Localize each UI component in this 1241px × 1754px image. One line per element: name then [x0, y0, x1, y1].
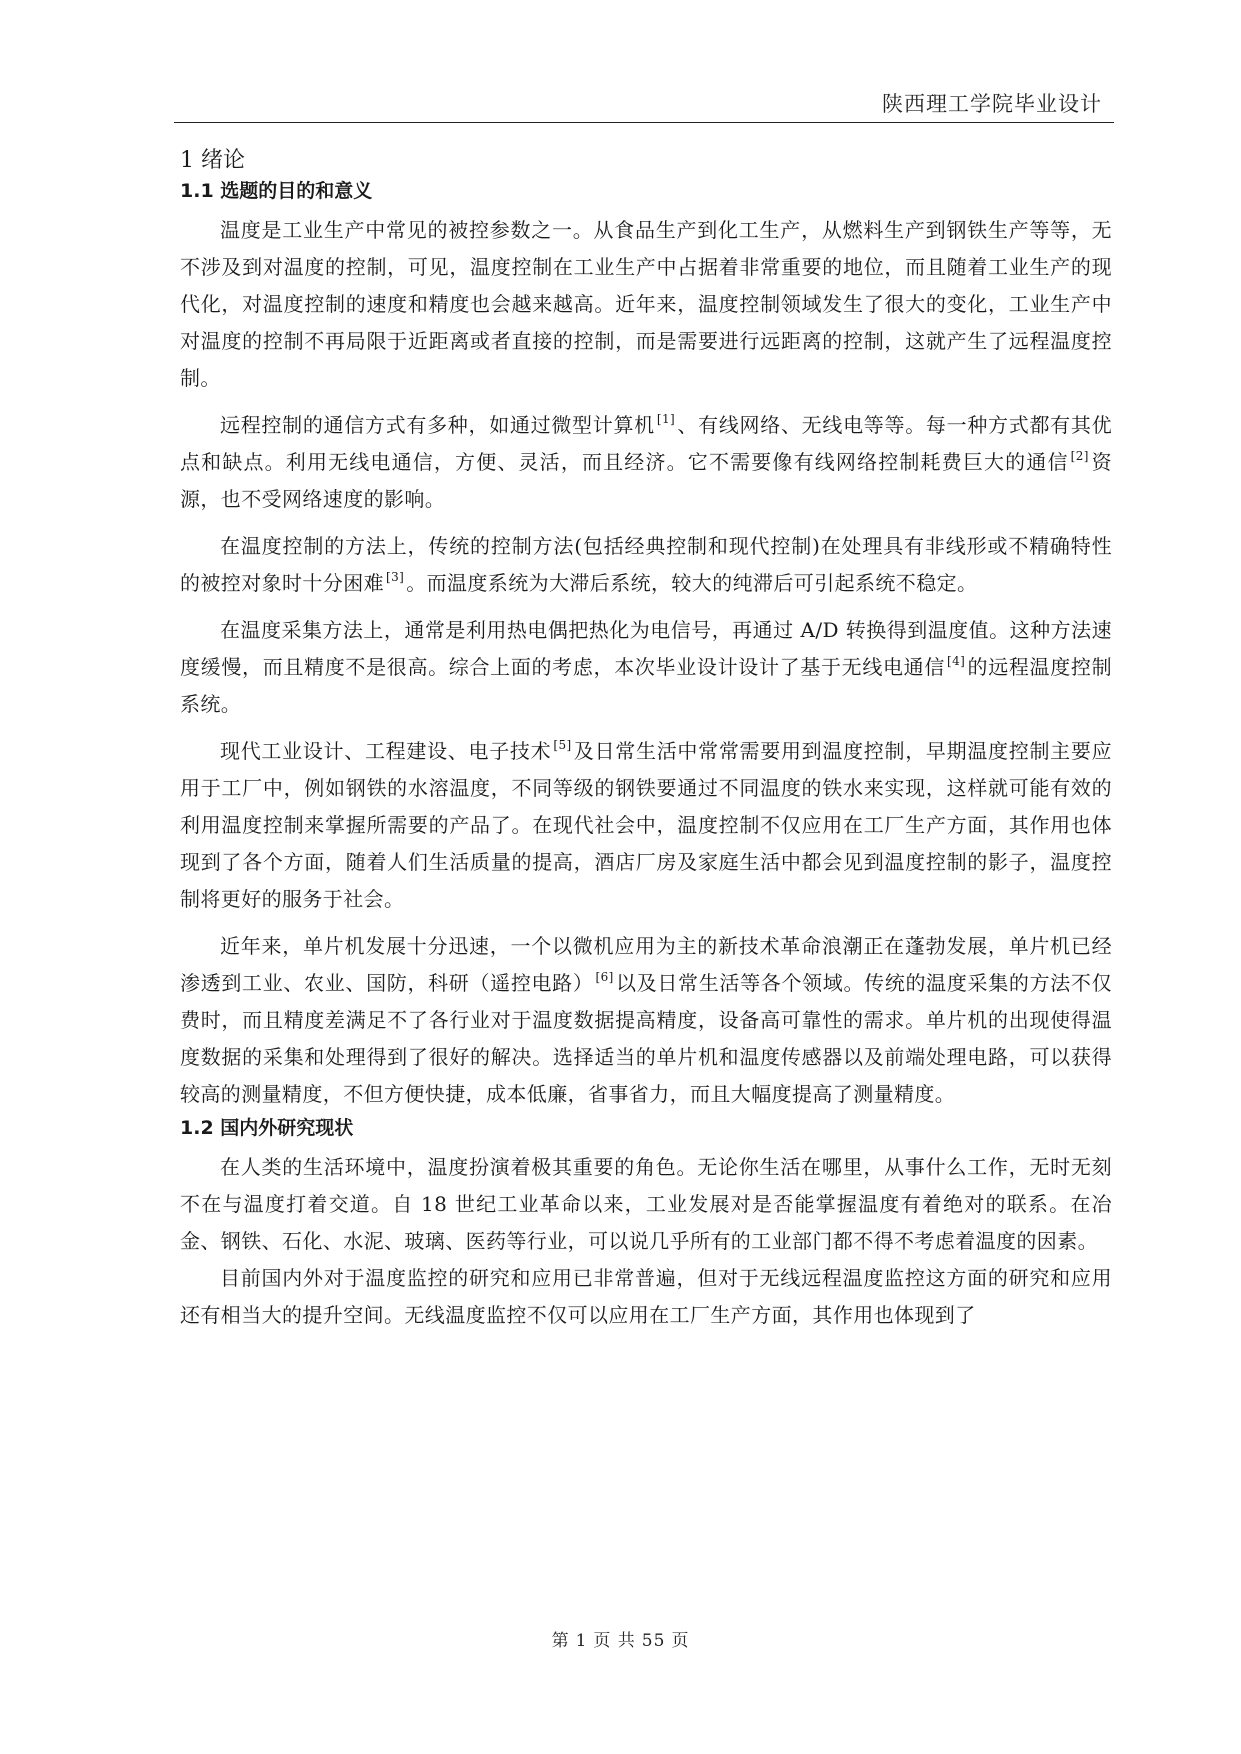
citation-ref[interactable]: [6]	[595, 970, 614, 984]
page-footer	[0, 1626, 1241, 1651]
citation-ref[interactable]: [2]	[1070, 449, 1089, 463]
paragraph	[180, 528, 1112, 602]
citation-ref[interactable]: [4]	[947, 654, 966, 668]
page-header	[174, 86, 1114, 123]
paragraph	[180, 407, 1112, 518]
page-total: 55	[641, 1631, 666, 1651]
paragraph-text: 在温度控制的方法上，传统的控制方法(包括经典控制和现代控制)在处理具有非线形或不精确特性的被控对象时十分困难	[180, 534, 1112, 595]
document-body	[180, 146, 1112, 1334]
paragraph	[180, 612, 1112, 723]
paragraph	[180, 928, 1112, 1113]
paragraph	[180, 212, 1112, 397]
paragraph-text: 近年来，单片机发展十分迅速，一个以微机应用为主的新技术革命浪潮正在蓬勃发展，单片机已经渗透到工业、农业、国防，科研（遥控电路）	[180, 934, 1112, 995]
paragraph-text: 现代工业设计、工程建设、电子技术	[220, 739, 552, 763]
section-title: 1.1 选题的目的和意义	[180, 180, 373, 202]
paragraph-text: 目前国内外对于温度监控的研究和应用已非常普遍，但对于无线远程温度监控这方面的研究和应用还有相当大的提升空间。无线温度监控不仅可以应用在工厂生产方面，其作用也体现到了	[180, 1266, 1112, 1327]
footer-middle: 页 共	[593, 1631, 636, 1651]
paragraph-text: 的远程温度控制系统。	[180, 655, 1112, 716]
paragraph	[180, 1149, 1112, 1260]
paragraph-text: 、有线网络、无线电等等。每一种方式都有其优点和缺点。利用无线电通信，方便、灵活，而且经济。它不需要像有线网络控制耗费巨大的通信	[180, 413, 1113, 474]
citation-ref[interactable]: [3]	[386, 570, 405, 584]
paragraph-text: 在温度采集方法上，通常是利用热电偶把热化为电信号，再通过 A/D 转换得到温度值。这种方法速度缓慢，而且精度不是很高。综合上面的考虑，本次毕业设计设计了基于无线电通信	[180, 618, 1112, 679]
paragraph-text: 在人类的生活环境中，温度扮演着极其重要的角色。无论你生活在哪里，从事什么工作，无时无刻不在与温度打着交道。自 18 世纪工业革命以来，工业发展对是否能掌握温度有着绝对的联系。在冶金、钢铁、石化、水泥、玻璃、医药等行业，可以说几乎所有的工业部门都不得不考虑着温度的因素。	[180, 1155, 1112, 1253]
paragraph-text: 及日常生活中常常需要用到温度控制，早期温度控制主要应用于工厂中，例如钢铁的水溶温度，不同等级的钢铁要通过不同温度的铁水来实现，这样就可能有效的利用温度控制来掌握所需要的产品了。在现代社会中，温度控制不仅应用在工厂生产方面，其作用也体现到了各个方面，随着人们生活质量的提高，酒店厂房及家庭生活中都会见到温度控制的影子，温度控制将更好的服务于社会。	[180, 739, 1112, 911]
paragraph-text: 以及日常生活等各个领域。传统的温度采集的方法不仅费时，而且精度差满足不了各行业对于温度数据提高精度，设备高可靠性的需求。单片机的出现使得温度数据的采集和处理得到了很好的解决。选择适当的单片机和温度传感器以及前端处理电路，可以获得较高的测量精度，不但方便快捷，成本低廉，省事省力，而且大幅度提高了测量精度。	[180, 971, 1112, 1106]
citation-ref[interactable]: [5]	[553, 738, 572, 752]
paragraph	[180, 733, 1112, 918]
chapter-title: 1 绪论	[180, 148, 245, 173]
page-number: 1	[575, 1631, 588, 1651]
paragraph-text: 资源，也不受网络速度的影响。	[180, 450, 1112, 511]
header-title: 陕西理工学院毕业设计	[882, 92, 1102, 116]
citation-ref[interactable]: [1]	[656, 412, 676, 426]
paragraph	[180, 1260, 1112, 1334]
footer-prefix: 第	[551, 1631, 570, 1651]
paragraph-text: 温度是工业生产中常见的被控参数之一。从食品生产到化工生产，从燃料生产到钢铁生产等等，无不涉及到对温度的控制，可见，温度控制在工业生产中占据着非常重要的地位，而且随着工业生产的现代化，对温度控制的速度和精度也会越来越高。近年来，温度控制领域发生了很大的变化，工业生产中对温度的控制不再局限于近距离或者直接的控制，而是需要进行远距离的控制，这就产生了远程温度控制。	[180, 218, 1112, 390]
paragraph-text: 。而温度系统为大滞后系统，较大的纯滞后可引起系统不稳定。	[406, 571, 978, 595]
paragraph-text: 远程控制的通信方式有多种，如通过微型计算机	[220, 413, 655, 437]
section-title: 1.2 国内外研究现状	[180, 1117, 354, 1139]
footer-suffix: 页	[671, 1631, 690, 1651]
